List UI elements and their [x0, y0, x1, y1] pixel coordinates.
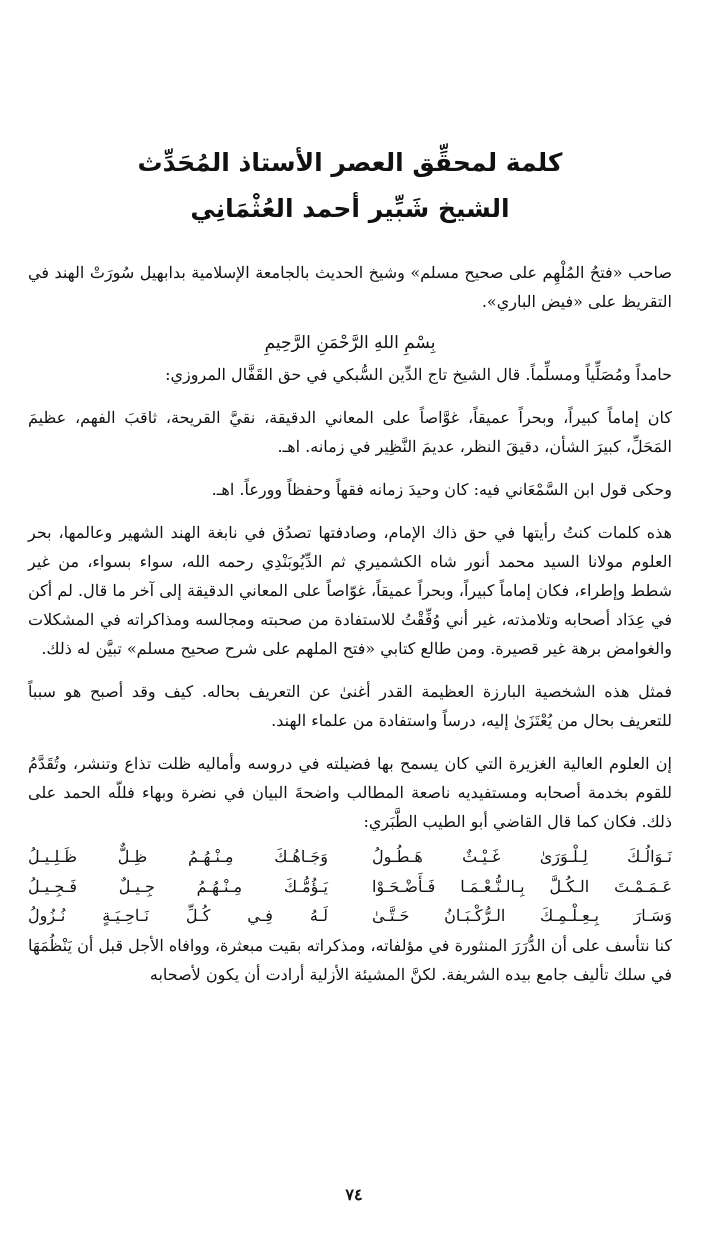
verse-second-hemistich: وَجَـاهُـكَ مِـنْـهُـمُ ظِـلٌّ ظَـلِـيـلُ	[28, 847, 328, 866]
paragraph-opening: حامداً ومُصَلِّياً ومسلِّماً. قال الشيخ تاج الدِّين السُّبكي في حق القَفَّال المروزي:	[165, 365, 672, 384]
basmala: بِسْمِ اللهِ الرَّحْمَنِ الرَّحِيمِ	[264, 333, 436, 353]
verse-line	[28, 842, 672, 872]
paragraph-personality: فمثل هذه الشخصية البارزة العظيمة القدر أغنىٰ عن التعريف بحاله. كيف وقد أصبح هو سبباً للتعريف بحال من يُعْتَزَىٰ إليه، درساً واستفادة من علماء الهند.	[28, 682, 672, 730]
heading-line-2: الشيخ شَبِّير أحمد العُثْمَانِي	[190, 194, 510, 223]
paragraph-sciences: إن العلوم العالية الغزيرة التي كان يسمح بها فضيلته في دروسه وأماليه ظلت تذاع وتنشر، وتُقَدَّمُ للقوم بخدمة أصحابه ومستفيديه ناصعة المطالب واضحةَ البيان في نضرة وبهاء فللّه الحمد على ذلك. فكان كما قال القاضي أبو الطيب الطَّبَري:	[28, 754, 672, 831]
document-page	[0, 140, 708, 1237]
verse-second-hemistich: لَـهُ فِـي كُـلِّ نَـاحِـيَـةٍ نُـزُولُ	[28, 906, 328, 925]
verse-second-hemistich: يَـؤُمُّـكَ مِـنْـهُـمُ جِـيـلٌ فَـجِـيـلُ	[28, 876, 328, 896]
paragraph-quote-subki: كان إماماً كبيراً، وبحراً عميقاً، غوَّاصاً على المعاني الدقيقة، نقيَّ القريحة، ثاقبَ الفهم، عظيمَ المَحَلِّ، كبيرَ الشأن، دقيقَ النظر، عديمَ النَّظِير في زمانه. اهـ.	[28, 408, 672, 456]
verse-line	[28, 901, 672, 931]
verse-line	[28, 872, 672, 902]
page-number: ٧٤	[345, 1185, 363, 1204]
intro-paragraph: صاحب «فتحُ المُلْهِم على صحيح مسلم» وشيخ الحديث بالجامعة الإسلامية بدابهيل سُورَتْ الهند في التقريظ على «فيض الباري».	[28, 263, 672, 311]
verse-first-hemistich: عَـمَـمْـتَ الـكُـلَّ بِـالـنُّـعْـمَـا فَـأَضْـحَـوْا	[372, 876, 672, 896]
paragraph-quote-samani: وحكى قول ابن السَّمْعَاني فيه: كان وحيدَ زمانه فقهاً وحفظاً وورعاً. اهـ.	[211, 480, 672, 499]
verse-first-hemistich: وَسَـارَ بِـعِـلْـمِـكَ الـرُّكْـبَـانُ حَـتَّـىٰ	[372, 906, 672, 925]
closing-paragraph: كنا نتأسف على أن الدُّرَرَ المنثورة في مؤلفاته، ومذكراته بقيت مبعثرة، ووافاه الأجل قبل أن يَنْظُمَهَا في سلك تأليف جامع بيده الشريفة. لكنَّ المشيئة الأزلية أرادت أن يكون لأصحابه	[28, 935, 673, 984]
poem-verses	[28, 842, 672, 931]
heading-line-1: كلمة لمحقِّق العصر الأستاذ المُحَدِّث	[137, 148, 563, 177]
verse-first-hemistich: نَـوَالُـكَ لِـلْـوَرَىٰ غَـيْـثٌ هَـطُـولُ	[372, 847, 672, 866]
paragraph-anwar-shah: هذه كلمات كنتُ رأيتها في حق ذاك الإمام، وصادفتها تصدُق في نابغة الهند الشهير وعالمها، بحر العلوم مولانا السيد محمد أنور شاه الكشميري ثم الدِّيُوبَنْدِي رحمه الله، سواء بسواء، من غير شطط وإطراء، فكان إماماً كبيراً، وبحراً عميقاً، غوّاصاً على المعاني الدقيقة إلى آخر ما قال. لم أكن في عِدَاد أصحابه وتلامذته، غير أني وُفِّقْتُ للاستفادة من صحبته ومجالسه ومذاكراته في المشكلات والغوامض برهة غير قصيرة. ومن طالع كتابي «فتح الملهم على شرح صحيح مسلم» تبيَّن له ذلك.	[28, 523, 672, 658]
